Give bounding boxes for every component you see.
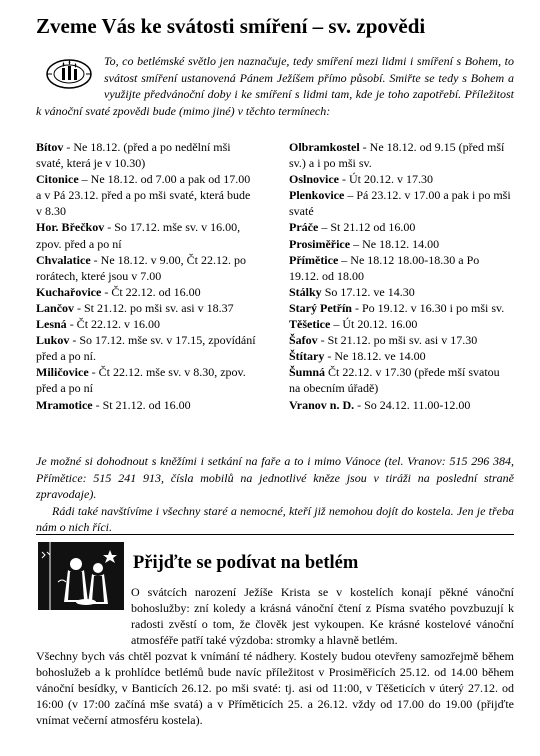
schedule-right-column [289, 139, 511, 413]
parish-name: Citonice [36, 172, 79, 187]
parish-name: Vranov n. D. [289, 397, 355, 412]
schedule-time: – Ne 18.12. od 7.00 a pak od 17.00 a v Pá 23.12. před a po mši svaté, která bude v 8.30 [36, 172, 251, 219]
parish-name: Starý Petřín [289, 300, 352, 315]
schedule-entry [289, 252, 511, 284]
schedule-time: - Út 20.12. v 17.30 [339, 172, 433, 187]
schedule-time: So 17.12. ve 14.30 [321, 284, 415, 299]
schedule-entry [289, 364, 511, 396]
parish-name: Miličovice [36, 365, 89, 380]
schedule-entry [36, 316, 258, 332]
schedule-time: - So 17.12. mše sv. v 16.00, zpov. před a po ní [36, 220, 241, 251]
schedule-entry [289, 139, 511, 171]
schedule-entry [36, 171, 258, 219]
schedule-time: – Út 20.12. 16.00 [330, 317, 418, 332]
parish-name: Prosiměřice [289, 236, 351, 251]
schedule-entry [36, 219, 258, 251]
schedule-time: - Čt 22.12. mše sv. v 8.30, zpov. před a po ní [36, 365, 246, 396]
schedule-time: - St 21.12. po mši sv. asi v 18.37 [74, 300, 234, 315]
schedule-entry [289, 236, 511, 252]
schedule-entry [36, 397, 258, 413]
visit-note-text: Rádi také navštívíme i všechny staré a nemocné, kteří již nemohou dojít do kostela. Jen je třeba nám o nich říci. [36, 503, 514, 534]
schedule-time: - Ne 18.12. ve 14.00 [324, 349, 426, 364]
schedule-entry [289, 316, 511, 332]
parish-name: Lesná [36, 317, 67, 332]
parish-name: Oslnovice [289, 172, 339, 187]
intro-paragraph [36, 53, 514, 119]
parish-name: Plenkovice [289, 188, 345, 203]
nativity-invitation [36, 584, 514, 728]
parish-name: Chvalatice [36, 252, 91, 267]
parish-name: Práče [289, 220, 319, 235]
invitation-paragraph-2: Všechny bych vás chtěl pozvat k vnímání té nádhery. Kostely budou otevřeny samozřejmě během bohoslužeb a k prohlídce betlémů bude navíc příležitost v Prosiměřicích 25.12. od 14.00 během vánoční besídky, v Banticích 26.12. po mši svaté: tj. asi od 11:00, v Těšeticích v úterý 27.12. od 16:00 (v 17:00 začíná mše svatá) a v Příměticích 25. a 26.12. vždy od 17.00 do 19.00 (přijďte vnímat večerní atmosféru kostela). [36, 649, 514, 727]
schedule-entry [36, 364, 258, 396]
intro-text: To, co betlémské světlo jen naznačuje, tedy smíření mezi lidmi i smíření s Bohem, to svátost smíření ustanovená Pánem Ježíšem přímo působí. Smiřte se tedy s Bohem a využijte předvánoční doby i ke smíření s lidmi tam, kde je toho zapotřebí. Příležitost k vánoční svaté zpovědi bude (mimo jiné) v těchto termínech: [36, 54, 514, 118]
parish-name: Šafov [289, 333, 318, 348]
schedule-entry [36, 332, 258, 364]
schedule-time: – St 21.12 od 16.00 [318, 220, 416, 235]
schedule-entry [36, 139, 258, 171]
schedule-entry [289, 397, 511, 413]
schedule-entry [289, 284, 511, 300]
parish-name: Stálky [289, 284, 322, 299]
schedule-time: - St 21.12. od 16.00 [92, 397, 191, 412]
parish-name: Přímětice [289, 252, 339, 267]
schedule-entry [36, 300, 258, 316]
parish-name: Lukov [36, 333, 70, 348]
page-title: Zveme Vás ke svátosti smíření – sv. zpovědi [36, 14, 426, 38]
schedule-entry [289, 348, 511, 364]
schedule-entry [36, 252, 258, 284]
schedule-entry [289, 171, 511, 187]
section-divider [36, 534, 514, 535]
invitation-paragraph-1: O svátcích narození Ježíše Krista se v kostelích konají pěkné vánoční bohoslužby: zní koledy a krásná vánoční čtení z Písma svatého povzbuzují k radosti zvěstí o tom, že člověk jest vykoupen. Ke krásné kostelové vánoční atmosféře patří také výzdoba: stromky a hlavně betlém. [131, 585, 514, 647]
contact-note-text: Je možné si dohodnout s kněžími i setkání na faře a to i mimo Vánoce (tel. Vranov: 515 296 384, Přímětice: 515 241 913, čísla mobilů na jednotlivé kněze jsou v tiráži na poslední straně zpravodaje). [36, 454, 514, 501]
parish-name: Hor. Břečkov [36, 220, 105, 235]
section-heading: Přijďte se podívat na betlém [133, 553, 359, 573]
schedule-entry [289, 219, 511, 235]
contact-note [36, 453, 514, 536]
parish-name: Těšetice [289, 317, 331, 332]
schedule-time: - Čt 22.12. v 16.00 [66, 317, 161, 332]
schedule-time: – Ne 18.12. 14.00 [350, 236, 440, 251]
parish-name: Lančov [36, 300, 75, 315]
schedule-time: Čt 22.12. v 17.30 (přede mší svatou na obecním úřadě) [289, 365, 500, 396]
schedule-time: - St 21.12. po mši sv. asi v 17.30 [317, 333, 478, 348]
schedule-time: - Ne 18.12. od 9.15 (před mší sv.) a i po mši sv. [289, 140, 505, 171]
schedule-entry [289, 300, 511, 316]
schedule-left-column [36, 139, 258, 413]
schedule-time: - Ne 18.12. v 9.00, Čt 22.12. po rorátech, které jsou v 7.00 [36, 252, 246, 283]
parish-name: Mramotice [36, 397, 93, 412]
schedule-time: - So 24.12. 11.00-12.00 [354, 397, 471, 412]
schedule-entry [289, 332, 511, 348]
parish-name: Štítary [289, 349, 325, 364]
schedule-entry [36, 284, 258, 300]
parish-name: Šumná [289, 365, 326, 380]
schedule-entry [289, 187, 511, 219]
schedule-time: - Ne 18.12. (před a po nedělní mši svaté, která je v 10.30) [36, 140, 231, 171]
schedule-time: - So 17.12. mše sv. v 17.15, zpovídání před a po ní. [36, 333, 256, 364]
schedule-time: – Ne 18.12 18.00-18.30 a Po 19.12. od 18.00 [289, 252, 480, 283]
schedule-time: – Pá 23.12. v 17.00 a pak i po mši svaté [289, 188, 511, 219]
schedule-time: - Čt 22.12. od 16.00 [101, 284, 201, 299]
parish-name: Olbramkostel [289, 140, 360, 154]
parish-name: Kuchařovice [36, 284, 102, 299]
schedule-time: - Po 19.12. v 16.30 i po mši sv. [351, 300, 505, 315]
parish-name: Bítov [36, 140, 64, 154]
